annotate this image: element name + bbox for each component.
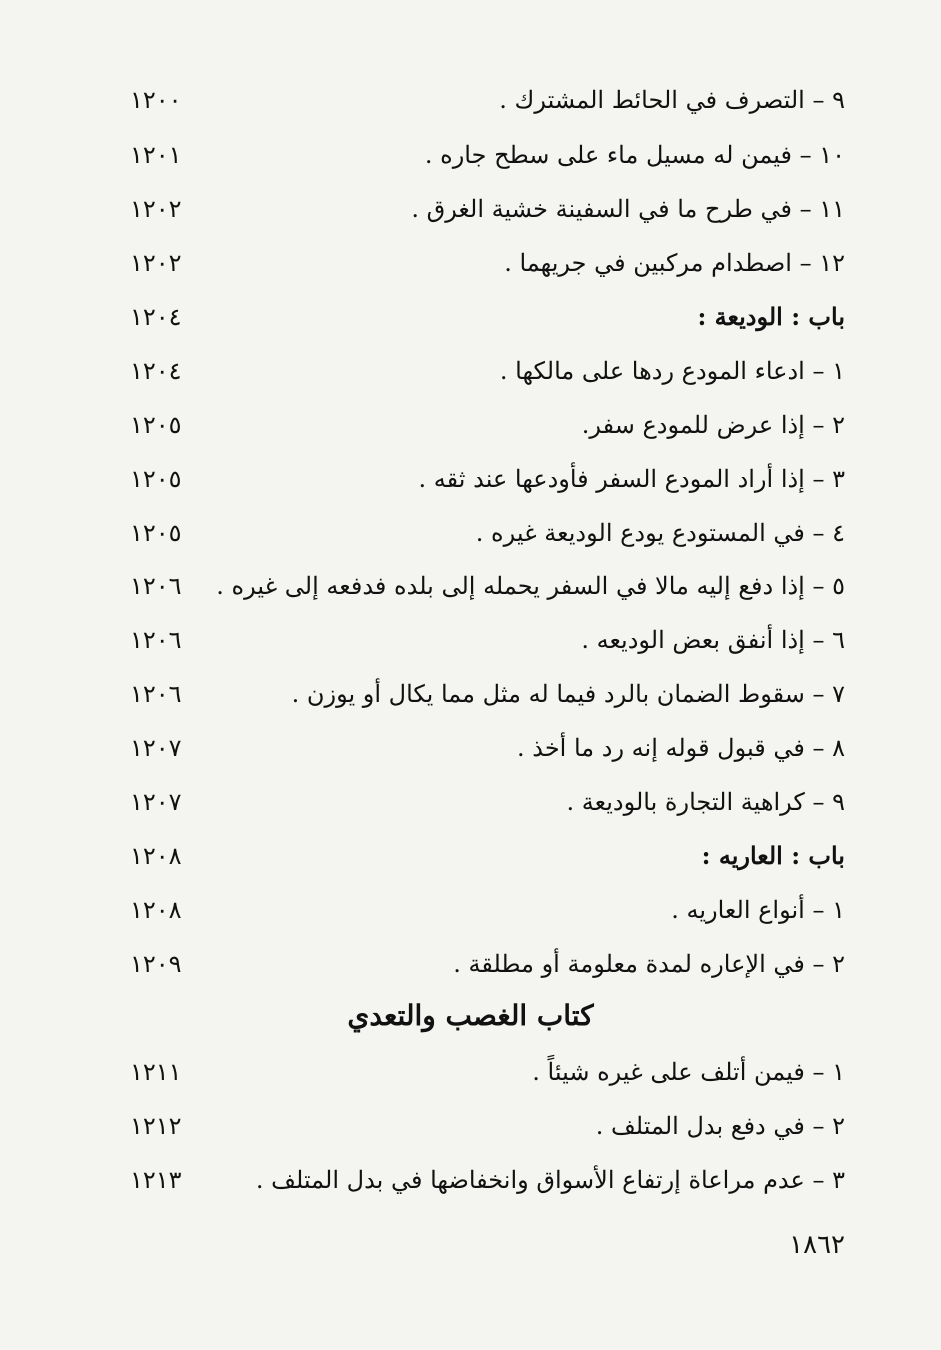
index-entry <box>130 189 845 229</box>
entry-page-number: ١٢٠٧ <box>130 734 182 762</box>
index-entry <box>130 1106 845 1146</box>
chapter-heading-row <box>130 836 845 876</box>
book-title: كتاب الغصب والتعدي <box>347 999 594 1032</box>
entry-page-number: ١٢٠٥ <box>130 411 182 439</box>
entry-title: ١٠ – فيمن له مسيل ماء على سطح جاره . <box>424 141 845 169</box>
entry-title: ٢ – إذا عرض للمودع سفر. <box>581 411 845 439</box>
chapter-heading-row <box>130 297 845 337</box>
index-entry <box>130 944 845 984</box>
index-entry <box>130 80 845 120</box>
entry-page-number: ١٢٠٤ <box>130 303 182 331</box>
entry-page-number: ١٢١١ <box>130 1058 182 1086</box>
entry-page-number: ١٢٠٠ <box>130 86 182 114</box>
entry-title: ١ – ادعاء المودع ردها على مالكها . <box>499 357 845 385</box>
chapter-heading: باب : العاريه : <box>701 841 845 870</box>
index-entry <box>130 782 845 822</box>
entry-page-number: ١٢٠٦ <box>130 680 182 708</box>
entry-page-number: ١٢٠٨ <box>130 842 182 870</box>
index-entry <box>130 243 845 283</box>
entry-title: ٣ – عدم مراعاة إرتفاع الأسواق وانخفاضها في بدل المتلف . <box>255 1166 845 1194</box>
entry-page-number: ١٢١٣ <box>130 1166 182 1194</box>
entry-page-number: ١٢٠٢ <box>130 249 182 277</box>
entry-title: ٣ – إذا أراد المودع السفر فأودعها عند ثقه . <box>418 465 845 493</box>
index-entry <box>130 890 845 930</box>
entry-page-number: ١٢٠٨ <box>130 896 182 924</box>
entry-page-number: ١٢٠٢ <box>130 195 182 223</box>
entry-page-number: ١٢٠٥ <box>130 519 182 547</box>
entry-page-number: ١٢٠٦ <box>130 572 182 600</box>
entry-page-number: ١٢٠١ <box>130 141 182 169</box>
entry-page-number: ١٢٠٦ <box>130 626 182 654</box>
entry-title: ١١ – في طرح ما في السفينة خشية الغرق . <box>411 195 845 223</box>
index-entry <box>130 135 845 175</box>
entry-title: ٥ – إذا دفع إليه مالا في السفر يحمله إلى بلده فدفعه إلى غيره . <box>216 572 845 600</box>
entry-title: ٩ – التصرف في الحائط المشترك . <box>499 86 845 114</box>
entry-title: ٢ – في دفع بدل المتلف . <box>595 1112 845 1140</box>
index-entry <box>130 351 845 391</box>
chapter-heading: باب : الوديعة : <box>697 302 845 331</box>
index-entry <box>130 620 845 660</box>
entry-title: ٩ – كراهية التجارة بالوديعة . <box>566 788 845 816</box>
entry-title: ٤ – في المستودع يودع الوديعة غيره . <box>475 519 845 547</box>
index-entry <box>130 1160 845 1200</box>
entry-page-number: ١٢٠٧ <box>130 788 182 816</box>
entry-page-number: ١٢٠٩ <box>130 950 182 978</box>
index-entry <box>130 405 845 445</box>
index-entry <box>130 513 845 553</box>
index-entry <box>130 728 845 768</box>
entry-page-number: ١٢١٢ <box>130 1112 182 1140</box>
entry-page-number: ١٢٠٤ <box>130 357 182 385</box>
page-number: ١٨٦٢ <box>789 1230 845 1260</box>
entry-page-number: ١٢٠٥ <box>130 465 182 493</box>
index-entry <box>130 566 845 606</box>
entry-title: ٨ – في قبول قوله إنه رد ما أخذ . <box>516 734 845 762</box>
entry-title: ١٢ – اصطدام مركبين في جريهما . <box>504 249 845 277</box>
entry-title: ١ – أنواع العاريه . <box>671 896 845 924</box>
entry-title: ٢ – في الإعاره لمدة معلومة أو مطلقة . <box>453 950 845 978</box>
entry-title: ٧ – سقوط الضمان بالرد فيما له مثل مما يكال أو يوزن . <box>291 680 845 708</box>
index-entry <box>130 1052 845 1092</box>
entry-title: ١ – فيمن أتلف على غيره شيئاً . <box>532 1058 845 1086</box>
index-entry <box>130 674 845 714</box>
entry-title: ٦ – إذا أنفق بعض الوديعه . <box>581 626 845 654</box>
index-entry <box>130 459 845 499</box>
